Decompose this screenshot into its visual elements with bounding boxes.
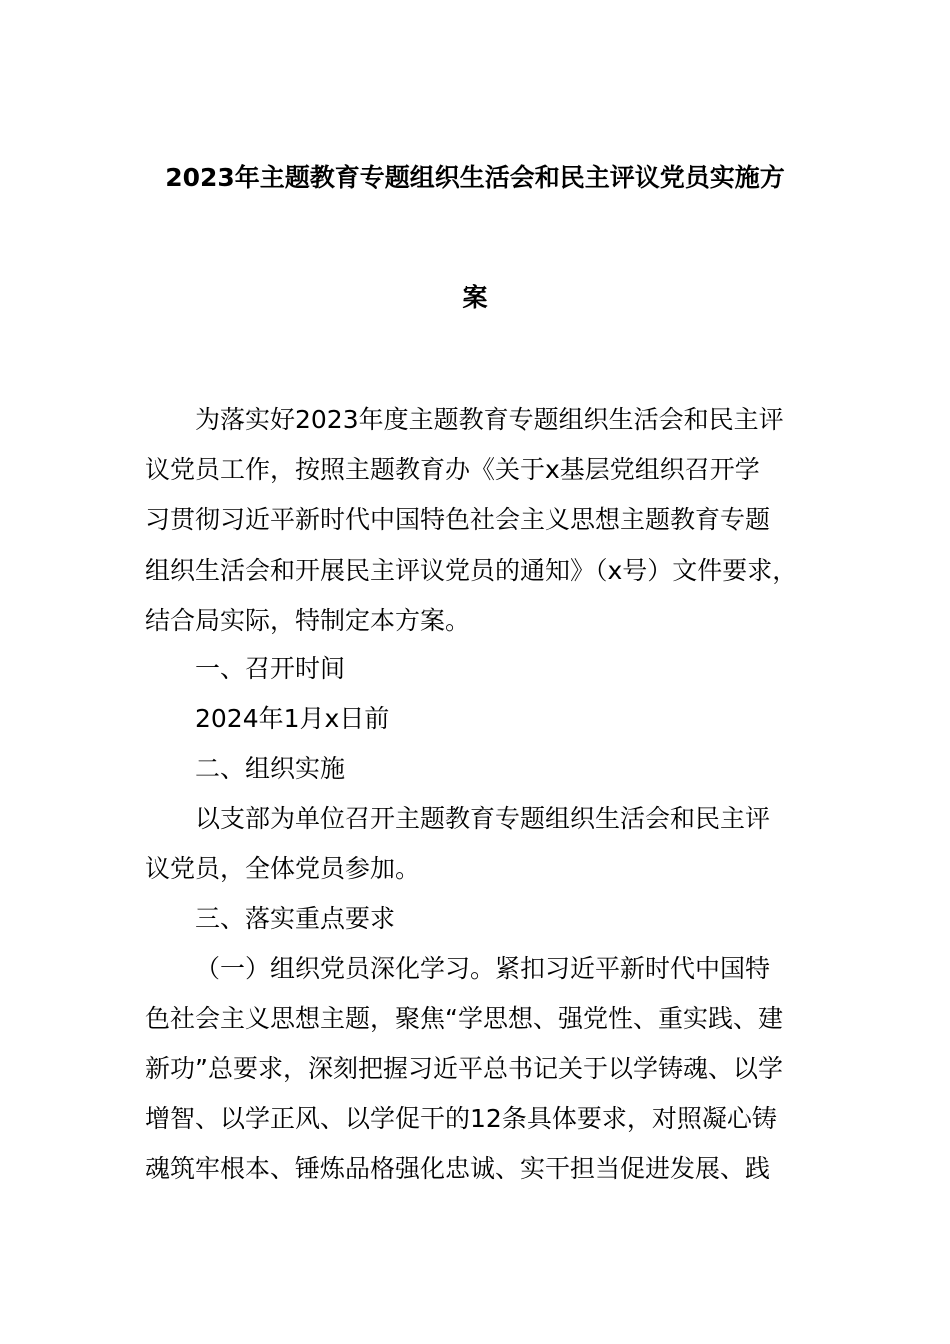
- document-title-line-1: 2023年主题教育专题组织生活会和民主评议党员实施方: [165, 163, 785, 192]
- body-line-3: 习贯彻习近平新时代中国特色社会主义思想主题教育专题: [145, 505, 771, 534]
- body-line-15: 增智、以学正风、以学促干的12条具体要求，对照凝心铸: [145, 1104, 777, 1133]
- body-line-14: 新功”总要求，深刻把握习近平总书记关于以学铸魂、以学: [145, 1054, 783, 1083]
- body-line-10: 议党员，全体党员参加。: [145, 854, 421, 883]
- body-line-9: 以支部为单位召开主题教育专题组织生活会和民主评: [195, 804, 771, 833]
- body-line-2: 议党员工作，按照主题教育办《关于x基层党组织召开学: [145, 455, 760, 484]
- body-line-5: 结合局实际，特制定本方案。: [145, 606, 471, 635]
- section-heading-2: 二、组织实施: [195, 754, 346, 783]
- meeting-date: 2024年1月x日前: [195, 704, 390, 733]
- body-line-4: 组织生活会和开展民主评议党员的通知》（x号）文件要求，: [145, 556, 798, 585]
- body-line-16: 魂筑牢根本、锤炼品格强化忠诚、实干担当促进发展、践: [145, 1154, 771, 1183]
- section-heading-1: 一、召开时间: [195, 654, 346, 683]
- body-line-1: 为落实好2023年度主题教育专题组织生活会和民主评: [195, 405, 784, 434]
- section-heading-3: 三、落实重点要求: [195, 904, 396, 933]
- document-title-line-2: 案: [462, 283, 488, 312]
- body-line-12: （一）组织党员深化学习。紧扣习近平新时代中国特: [195, 954, 771, 983]
- body-line-13: 色社会主义思想主题，聚焦“学思想、强党性、重实践、建: [145, 1004, 783, 1033]
